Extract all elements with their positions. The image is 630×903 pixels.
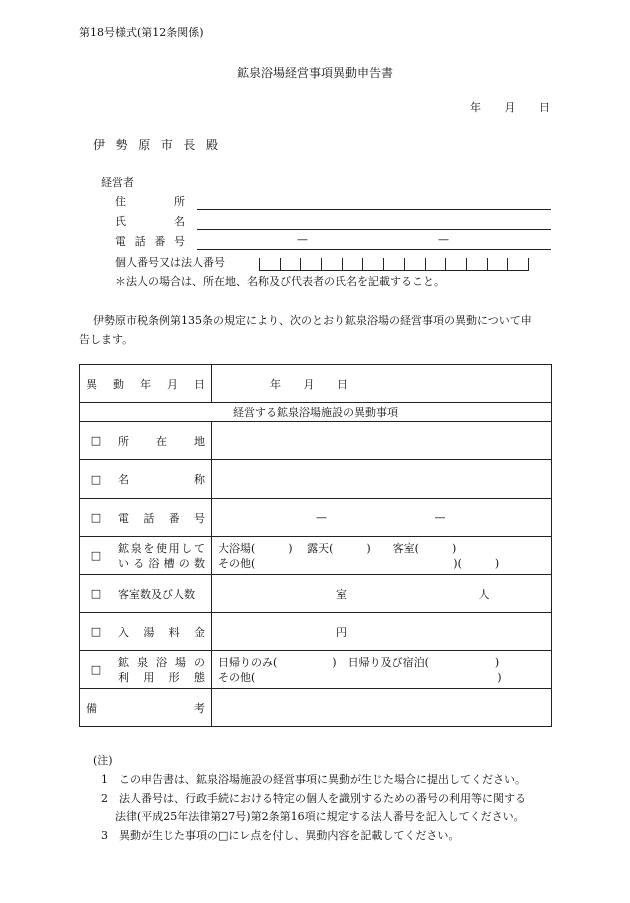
label-char: 号 [193, 511, 205, 525]
rooms-unit: 室 [336, 587, 347, 601]
phone-value[interactable] [212, 499, 552, 537]
pin-digit-box[interactable] [259, 258, 280, 270]
note-2b: 法律(平成25年法律第27号)第2条第16項に規定する法人番号を記入してください。 [115, 810, 525, 823]
label-char: 備 [86, 701, 97, 715]
label-char: 浴 [156, 655, 167, 669]
note-1: 1 この申告書は、鉱泉浴場施設の経営事項に異動が生じた場合に提出してください。 [101, 773, 526, 786]
pin-digit-box[interactable] [342, 258, 363, 270]
row-phone [80, 499, 552, 537]
label-char: 話 [134, 235, 146, 248]
pin-boxes[interactable] [259, 257, 529, 271]
remarks-value[interactable] [212, 689, 552, 727]
operator-phone-line[interactable] [197, 249, 551, 250]
location-value[interactable] [212, 422, 552, 460]
row-fee [80, 613, 552, 651]
addressee-char: 長 [183, 138, 196, 152]
row-remarks [80, 689, 552, 727]
fee-value[interactable] [212, 613, 552, 651]
pin-digit-box[interactable] [425, 258, 446, 270]
remarks-label [80, 689, 212, 727]
operator-name-line[interactable] [197, 229, 551, 230]
label-char: 場 [175, 655, 186, 669]
form-title: 鉱泉浴場経営事項異動申告書 [236, 66, 393, 80]
label-char: 所 [174, 195, 185, 208]
label-char: 態 [193, 670, 205, 684]
label-char: 槽 [163, 556, 175, 570]
pin-base-line [259, 270, 529, 271]
addressee-char: 殿 [205, 138, 218, 152]
date-month: 月 [303, 377, 315, 391]
label-char: 氏 [115, 215, 126, 228]
notes-heading: (注) [93, 754, 113, 767]
label-char: 数 [193, 556, 205, 570]
form-number: 第18号様式(第12条関係) [79, 26, 204, 39]
phone-dash-2: — [434, 511, 446, 524]
people-unit: 人 [478, 587, 490, 601]
operator-phone-dash-2: — [438, 233, 449, 246]
location-checkbox[interactable]: □ [90, 434, 102, 447]
name-label [80, 460, 212, 499]
usage-line-2: その他( ) [218, 670, 502, 684]
phone-dash-1: — [316, 511, 327, 524]
row-tubs [80, 537, 552, 575]
label-char: 在 [156, 434, 167, 448]
label-char: 使 [155, 541, 167, 555]
label-char: 入 [118, 625, 129, 639]
date-day: 日 [539, 101, 550, 114]
change-date-label [80, 365, 212, 403]
pin-digit-box[interactable] [466, 258, 487, 270]
label-char: 月 [167, 377, 178, 391]
pin-digit-box[interactable] [280, 258, 301, 270]
operator-phone-label [115, 233, 185, 249]
row-name [80, 460, 552, 499]
corp-note: ＊法人の場合は、所在地、名称及び代表者の氏名を記載すること。 [115, 275, 445, 288]
label-char: 用 [143, 670, 155, 684]
tubs-label [80, 537, 212, 575]
label-char: 番 [168, 511, 180, 525]
row-rooms [80, 575, 552, 613]
change-table [79, 364, 552, 727]
label-char: を [143, 541, 155, 555]
label-char: 名 [174, 215, 185, 228]
operator-phone-dash-1: — [297, 233, 308, 246]
date-year: 年 [270, 377, 281, 391]
note-3: 3 異動が生じた事項の□にレ点を付し、異動内容を記載してください。 [101, 829, 460, 842]
label-char: し [181, 541, 193, 555]
date-year: 年 [470, 101, 481, 114]
addressee [93, 136, 218, 153]
pin-digit-box[interactable] [404, 258, 425, 270]
fee-checkbox[interactable]: □ [90, 625, 102, 638]
pin-digit-box[interactable] [487, 258, 508, 270]
row-section-heading [80, 403, 552, 422]
usage-label [80, 651, 212, 689]
section-heading: 経営する鉱泉浴場施設の異動事項 [80, 403, 552, 422]
name-checkbox[interactable]: □ [90, 472, 102, 486]
intro-line-2: 告します。 [79, 333, 134, 346]
date-month: 月 [504, 101, 516, 114]
pin-digit-box[interactable] [445, 258, 466, 270]
label-char: 形 [168, 670, 180, 684]
fee-label [80, 613, 212, 651]
usage-checkbox[interactable]: □ [90, 663, 102, 676]
row-location [80, 422, 552, 460]
operator-heading: 経営者 [101, 176, 134, 189]
label-char: 考 [194, 701, 205, 715]
label-char: 泉 [130, 541, 142, 555]
label-char: 浴 [148, 556, 160, 570]
rooms-value[interactable] [212, 575, 552, 613]
tubs-value[interactable] [212, 537, 552, 575]
operator-address-line[interactable] [197, 209, 551, 210]
label-char: 番 [154, 235, 166, 248]
note-2a: 2 法人番号は、行政手続における特定の個人を識別するための番号の利用等に関する [101, 792, 526, 805]
change-date-value[interactable] [212, 365, 552, 403]
label-char: 電 [118, 511, 129, 525]
label-char: 電 [115, 235, 126, 248]
row-usage [80, 651, 552, 689]
pin-label: 個人番号又は法人番号 [115, 256, 225, 269]
label-char: 号 [173, 235, 185, 248]
label-char: の [194, 655, 205, 669]
date-line [470, 99, 550, 115]
label-char: 日 [194, 377, 205, 391]
pin-digit-box[interactable] [383, 258, 404, 270]
label-char: 金 [193, 625, 205, 639]
label-char: 料 [168, 625, 180, 639]
label-char: 鉱 [118, 541, 129, 555]
row-change-date [80, 365, 552, 403]
fee-unit: 円 [336, 625, 347, 639]
label-char: い [118, 556, 129, 570]
pin-digit-box[interactable] [300, 258, 321, 270]
label-char: 地 [194, 434, 205, 448]
date-day: 日 [337, 377, 348, 391]
rooms-label-text: 客室数及び人数 [118, 587, 195, 601]
phone-checkbox[interactable]: □ [90, 511, 102, 524]
label-char: 泉 [137, 655, 148, 669]
label-char: 住 [115, 195, 126, 208]
label-char: 年 [140, 377, 151, 391]
label-char: 用 [168, 541, 180, 555]
label-char: 湯 [143, 625, 155, 639]
intro-line-1: 伊勢原市税条例第135条の規定により、次のとおり鉱泉浴場の経営事項の異動について申 [93, 314, 532, 327]
label-char: 称 [194, 473, 205, 486]
label-char: る [133, 556, 145, 570]
addressee-char: 原 [138, 138, 151, 152]
pin-digit-box[interactable] [507, 258, 529, 270]
usage-line-1: 日帰りのみ( ) 日帰り及び宿泊( ) [218, 655, 500, 669]
phone-label [80, 499, 212, 537]
location-label [80, 422, 212, 460]
operator-address-label [115, 193, 185, 209]
pin-digit-box[interactable] [362, 258, 383, 270]
label-char: 話 [143, 511, 155, 525]
tubs-line-1: 大浴場( ) 露天( ) 客室( ) [218, 541, 457, 555]
addressee-char: 勢 [115, 138, 128, 152]
label-char: 名 [118, 473, 129, 486]
addressee-char: 伊 [93, 138, 106, 152]
label-char: て [193, 541, 205, 555]
label-char: 異 [86, 377, 97, 391]
addressee-char: 市 [160, 138, 173, 152]
tubs-line-2: その他( )( ) [218, 556, 500, 570]
label-char: 利 [118, 670, 129, 684]
usage-value[interactable] [212, 651, 552, 689]
tubs-checkbox[interactable]: □ [90, 549, 102, 562]
rooms-label [80, 575, 212, 613]
name-value[interactable] [212, 460, 552, 499]
rooms-checkbox[interactable]: □ [90, 587, 102, 600]
pin-digit-box[interactable] [321, 258, 342, 270]
label-char: の [178, 556, 190, 570]
label-char: 動 [113, 377, 124, 391]
label-char: 所 [118, 434, 129, 448]
label-char: 鉱 [118, 655, 129, 669]
operator-name-label [115, 213, 185, 229]
